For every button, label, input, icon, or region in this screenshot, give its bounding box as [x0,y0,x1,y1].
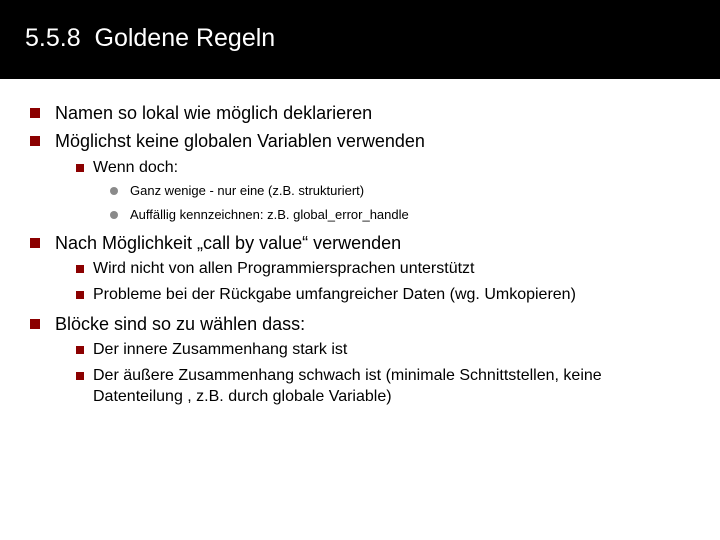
square-bullet-icon [76,346,84,354]
square-bullet-icon [30,238,40,248]
square-bullet-icon [30,136,40,146]
sub-bullet-text: Wird nicht von allen Programmiersprachen unterstützt [93,260,475,277]
square-bullet-icon [76,372,84,380]
round-bullet-icon [110,211,118,219]
sub-bullet-text: Der innere Zusammenhang stark ist [93,341,348,358]
sub-sub-bullet-text: Auffällig kennzeichnen: z.B. global_error_handle [130,207,409,222]
sub-bullet-text-continuation: Datenteilung , z.B. durch globale Variable) [93,388,392,405]
square-bullet-icon [76,265,84,273]
sub-bullet-text: Wenn doch: [93,159,179,176]
bullet-text: Nach Möglichkeit „call by value“ verwenden [55,233,402,253]
round-bullet-icon [110,187,118,195]
bullet-text: Namen so lokal wie möglich deklarieren [55,103,373,123]
slide-title: 5.5.8 Goldene Regeln [25,24,276,52]
square-bullet-icon [30,319,40,329]
square-bullet-icon [76,291,84,299]
square-bullet-icon [76,164,84,172]
square-bullet-icon [30,108,40,118]
sub-bullet-text: Der äußere Zusammenhang schwach ist (minimale Schnittstellen, keine [93,367,602,384]
sub-sub-bullet-text: Ganz wenige - nur eine (z.B. strukturiert) [130,183,365,198]
sub-bullet-text: Probleme bei der Rückgabe umfangreicher Daten (wg. Umkopieren) [93,286,576,303]
bullet-text: Blöcke sind so zu wählen dass: [55,314,306,334]
bullet-text: Möglichst keine globalen Variablen verwenden [55,131,425,151]
